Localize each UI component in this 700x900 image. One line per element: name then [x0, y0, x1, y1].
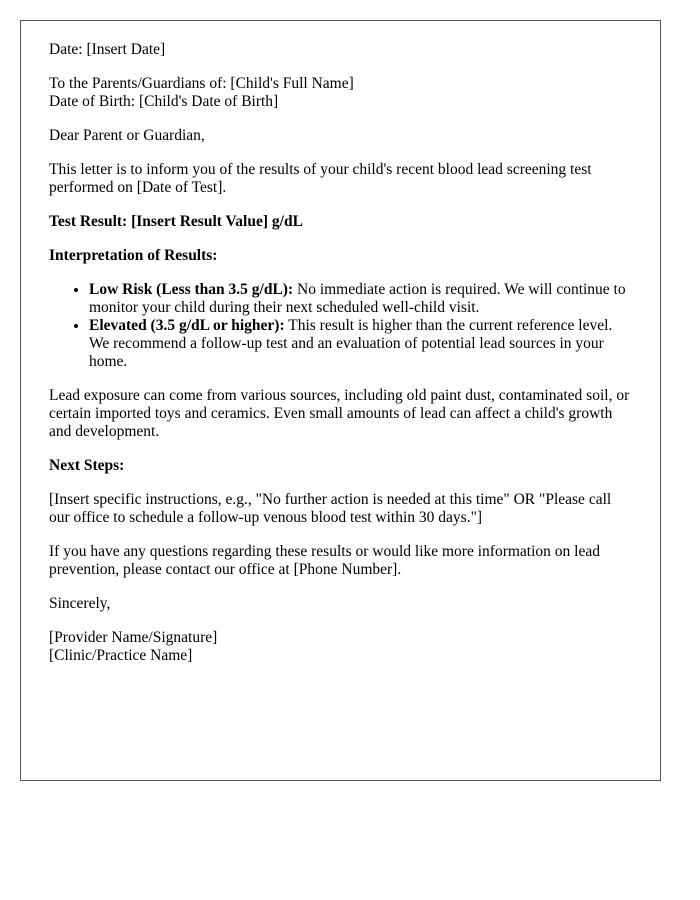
- list-item-label: Low Risk (Less than 3.5 g/dL):: [89, 281, 294, 298]
- provider-name: [Provider Name/Signature]: [49, 629, 218, 646]
- list-item-text: This result is higher than the current reference level. We recommend a follow-up test and an evaluation of potential lead sources in your home.: [89, 317, 613, 370]
- next-steps-heading: Next Steps:: [49, 457, 125, 474]
- list-item-label: Elevated (3.5 g/dL or higher):: [89, 317, 285, 334]
- test-result: Test Result: [Insert Result Value] g/dL: [49, 213, 303, 230]
- list-item: [89, 317, 632, 371]
- list-item-text: No immediate action is required. We will continue to monitor your child during their next scheduled well-child visit.: [89, 281, 626, 316]
- recipient-block: [49, 75, 632, 111]
- interpretation-list: [49, 281, 632, 371]
- questions-paragraph: If you have any questions regarding these results or would like more information on lead prevention, please contact our office at [Phone Number].: [49, 543, 600, 578]
- clinic-name: [Clinic/Practice Name]: [49, 647, 193, 664]
- list-item: [89, 281, 632, 317]
- intro-paragraph: This letter is to inform you of the results of your child's recent blood lead screening test performed on [Date of Test].: [49, 161, 592, 196]
- recipient-line: To the Parents/Guardians of: [Child's Full Name]: [49, 75, 354, 92]
- salutation: Dear Parent or Guardian,: [49, 127, 205, 144]
- letter: [20, 20, 661, 781]
- exposure-paragraph: Lead exposure can come from various sources, including old paint dust, contaminated soil, or certain imported toys and ceramics. Even small amounts of lead can affect a child's growth and development.: [49, 387, 630, 440]
- dob-line: Date of Birth: [Child's Date of Birth]: [49, 93, 279, 110]
- signature-block: [49, 629, 632, 665]
- closing: Sincerely,: [49, 595, 111, 612]
- interpretation-heading: Interpretation of Results:: [49, 247, 218, 264]
- date-line: Date: [Insert Date]: [49, 41, 166, 58]
- next-steps-text: [Insert specific instructions, e.g., "No further action is needed at this time" OR "Please call our office to schedule a follow-up venous blood test within 30 days."]: [49, 491, 612, 526]
